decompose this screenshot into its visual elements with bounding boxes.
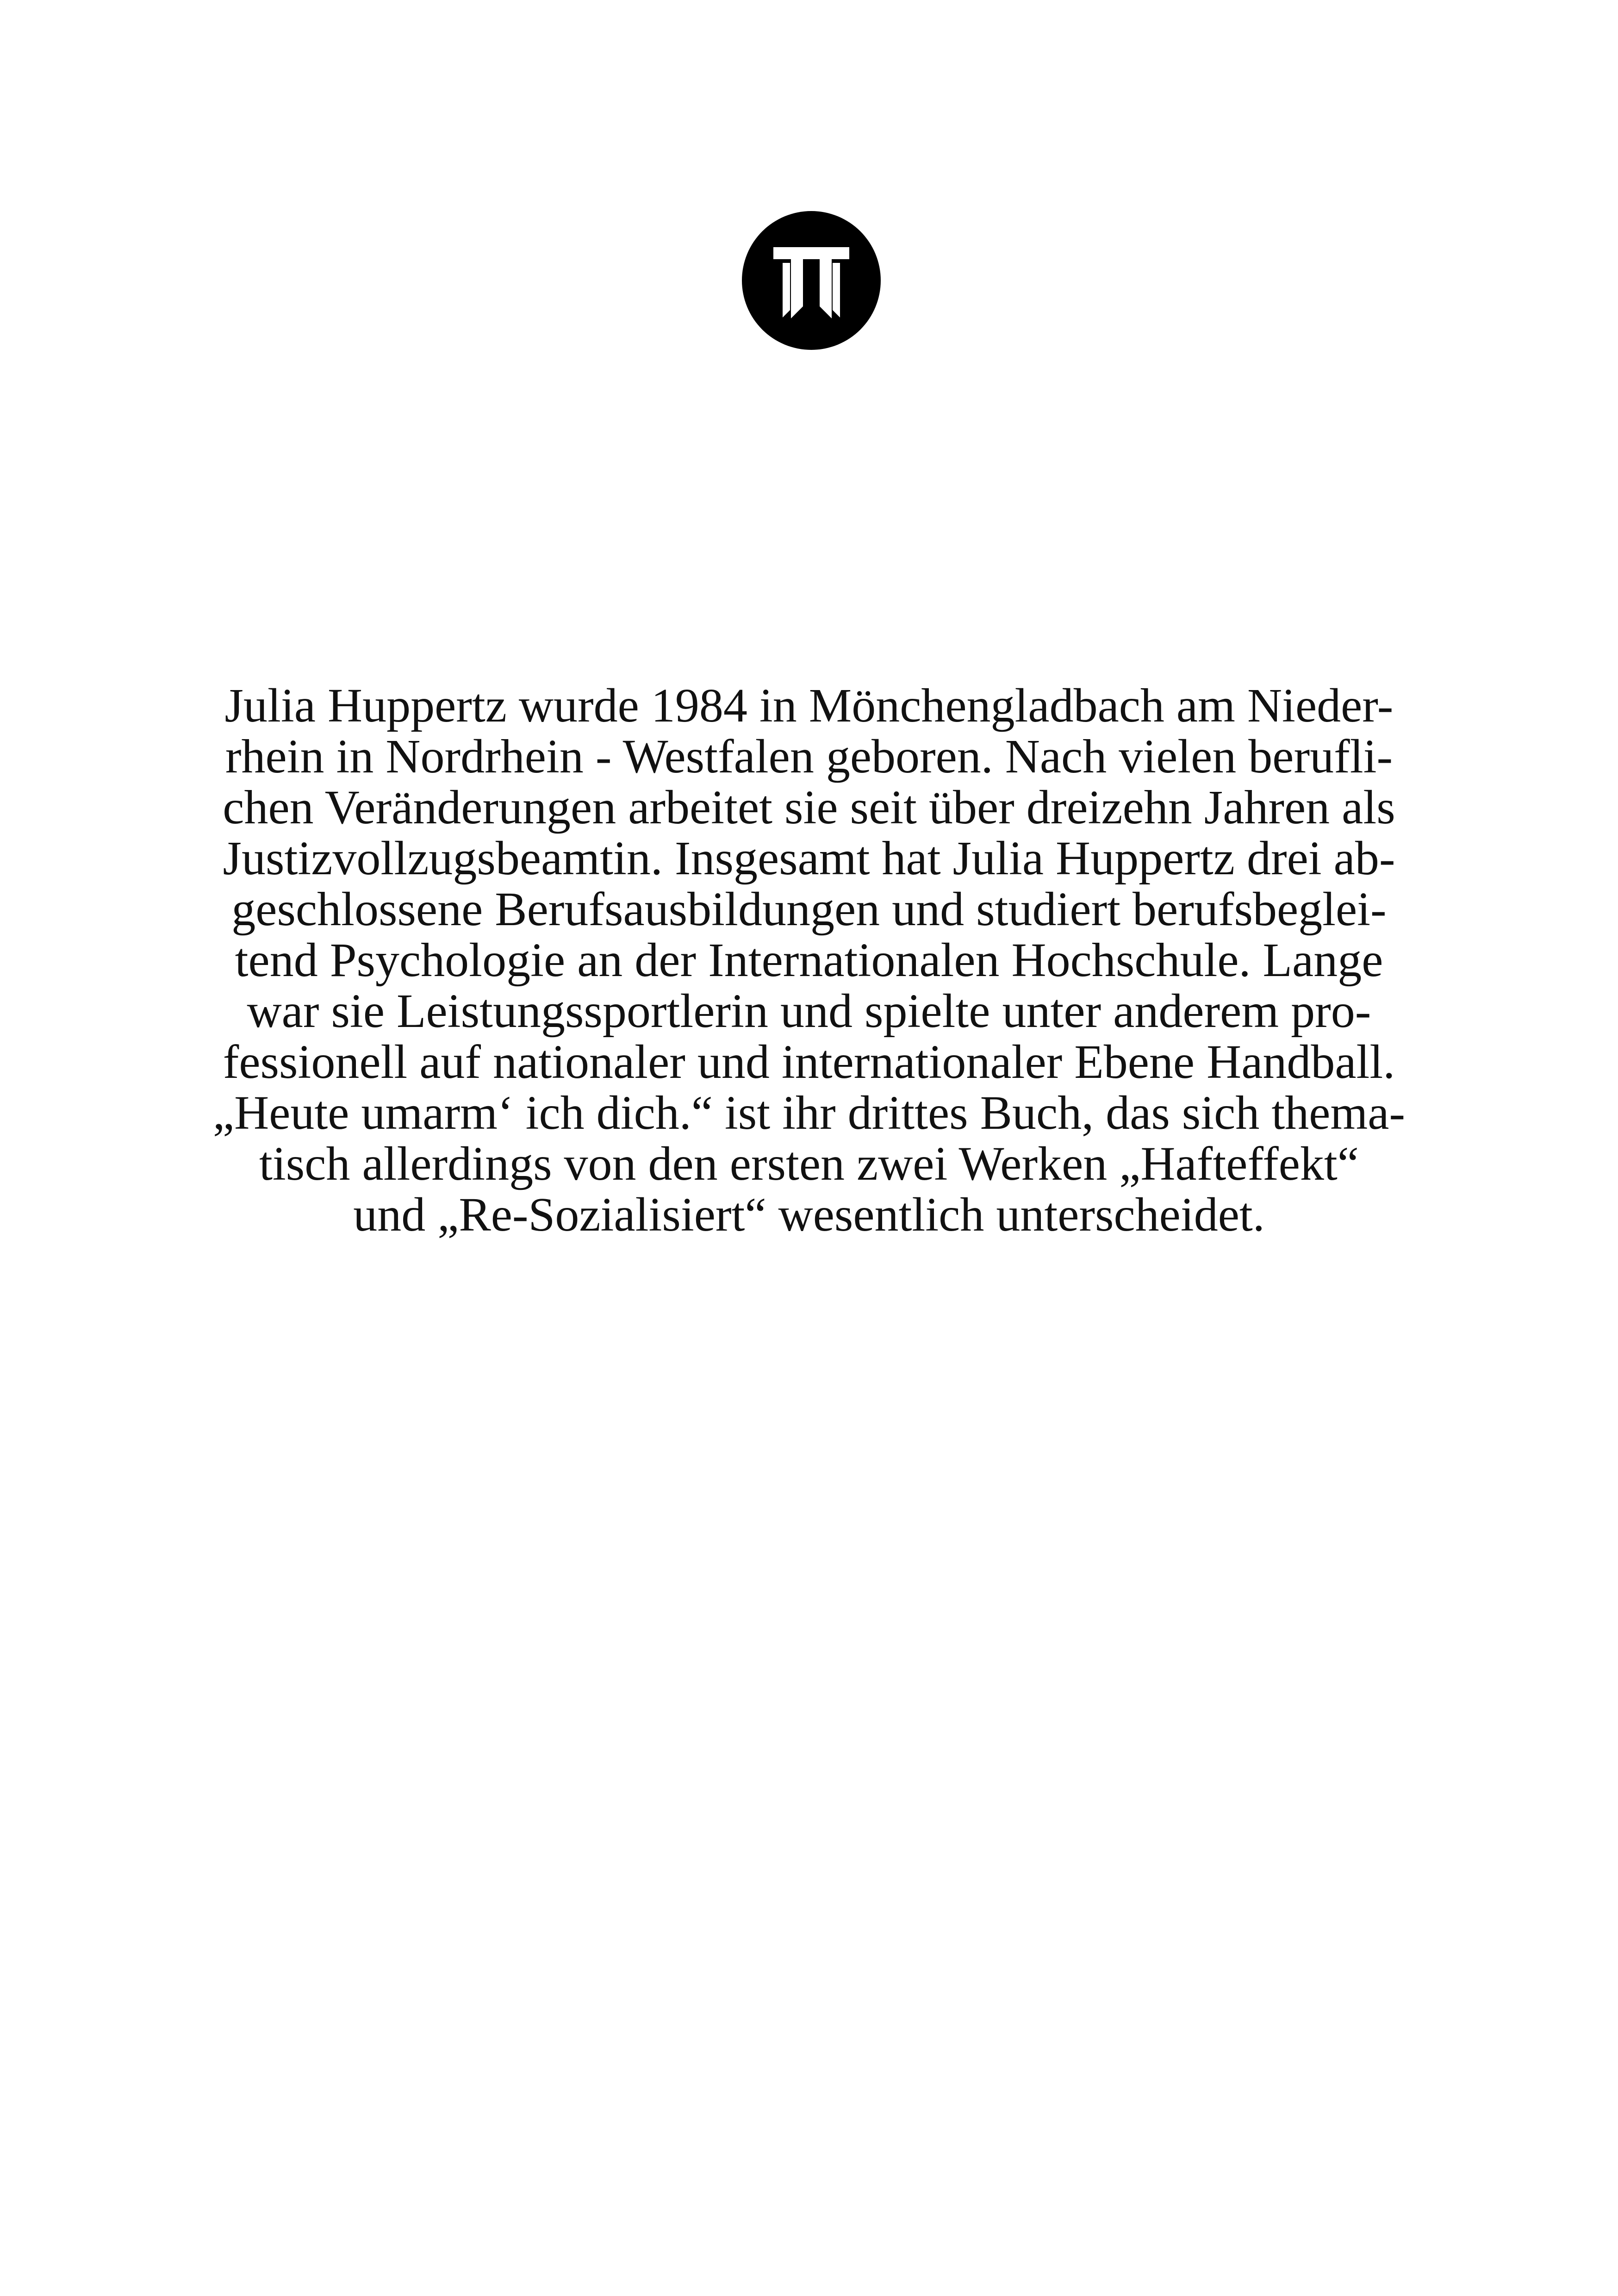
bio-line: geschlossene Berufsausbildungen und studiert berufsbeglei- [231,883,1387,936]
author-bio [0,680,1618,1240]
bio-line: fessionell auf nationaler und internationaler Ebene Handball. [223,1035,1395,1089]
bio-line: Julia Huppertz wurde 1984 in Mönchengladbach am Nieder- [224,679,1394,732]
publisher-logo-icon [742,211,881,350]
bio-line: „Heute umarm‘ ich dich.“ ist ihr drittes Buch, das sich thema- [212,1086,1406,1139]
bio-line: tisch allerdings von den ersten zwei Werken „Hafteffekt“ [259,1137,1359,1190]
bio-line: war sie Leistungssportlerin und spielte unter anderem pro- [247,984,1371,1038]
bio-line: rhein in Nordrhein - Westfalen geboren. Nach vielen berufli- [225,730,1393,783]
bio-line: und „Re-Sozialisiert“ wesentlich unterscheidet. [353,1188,1265,1241]
bio-line: Justizvollzugsbeamtin. Insgesamt hat Julia Huppertz drei ab- [223,832,1395,885]
bio-line: tend Psychologie an der Internationalen Hochschule. Lange [235,933,1383,987]
bio-line: chen Veränderungen arbeitet sie seit über dreizehn Jahren als [223,781,1395,834]
publisher-logo-graphic [742,211,881,350]
